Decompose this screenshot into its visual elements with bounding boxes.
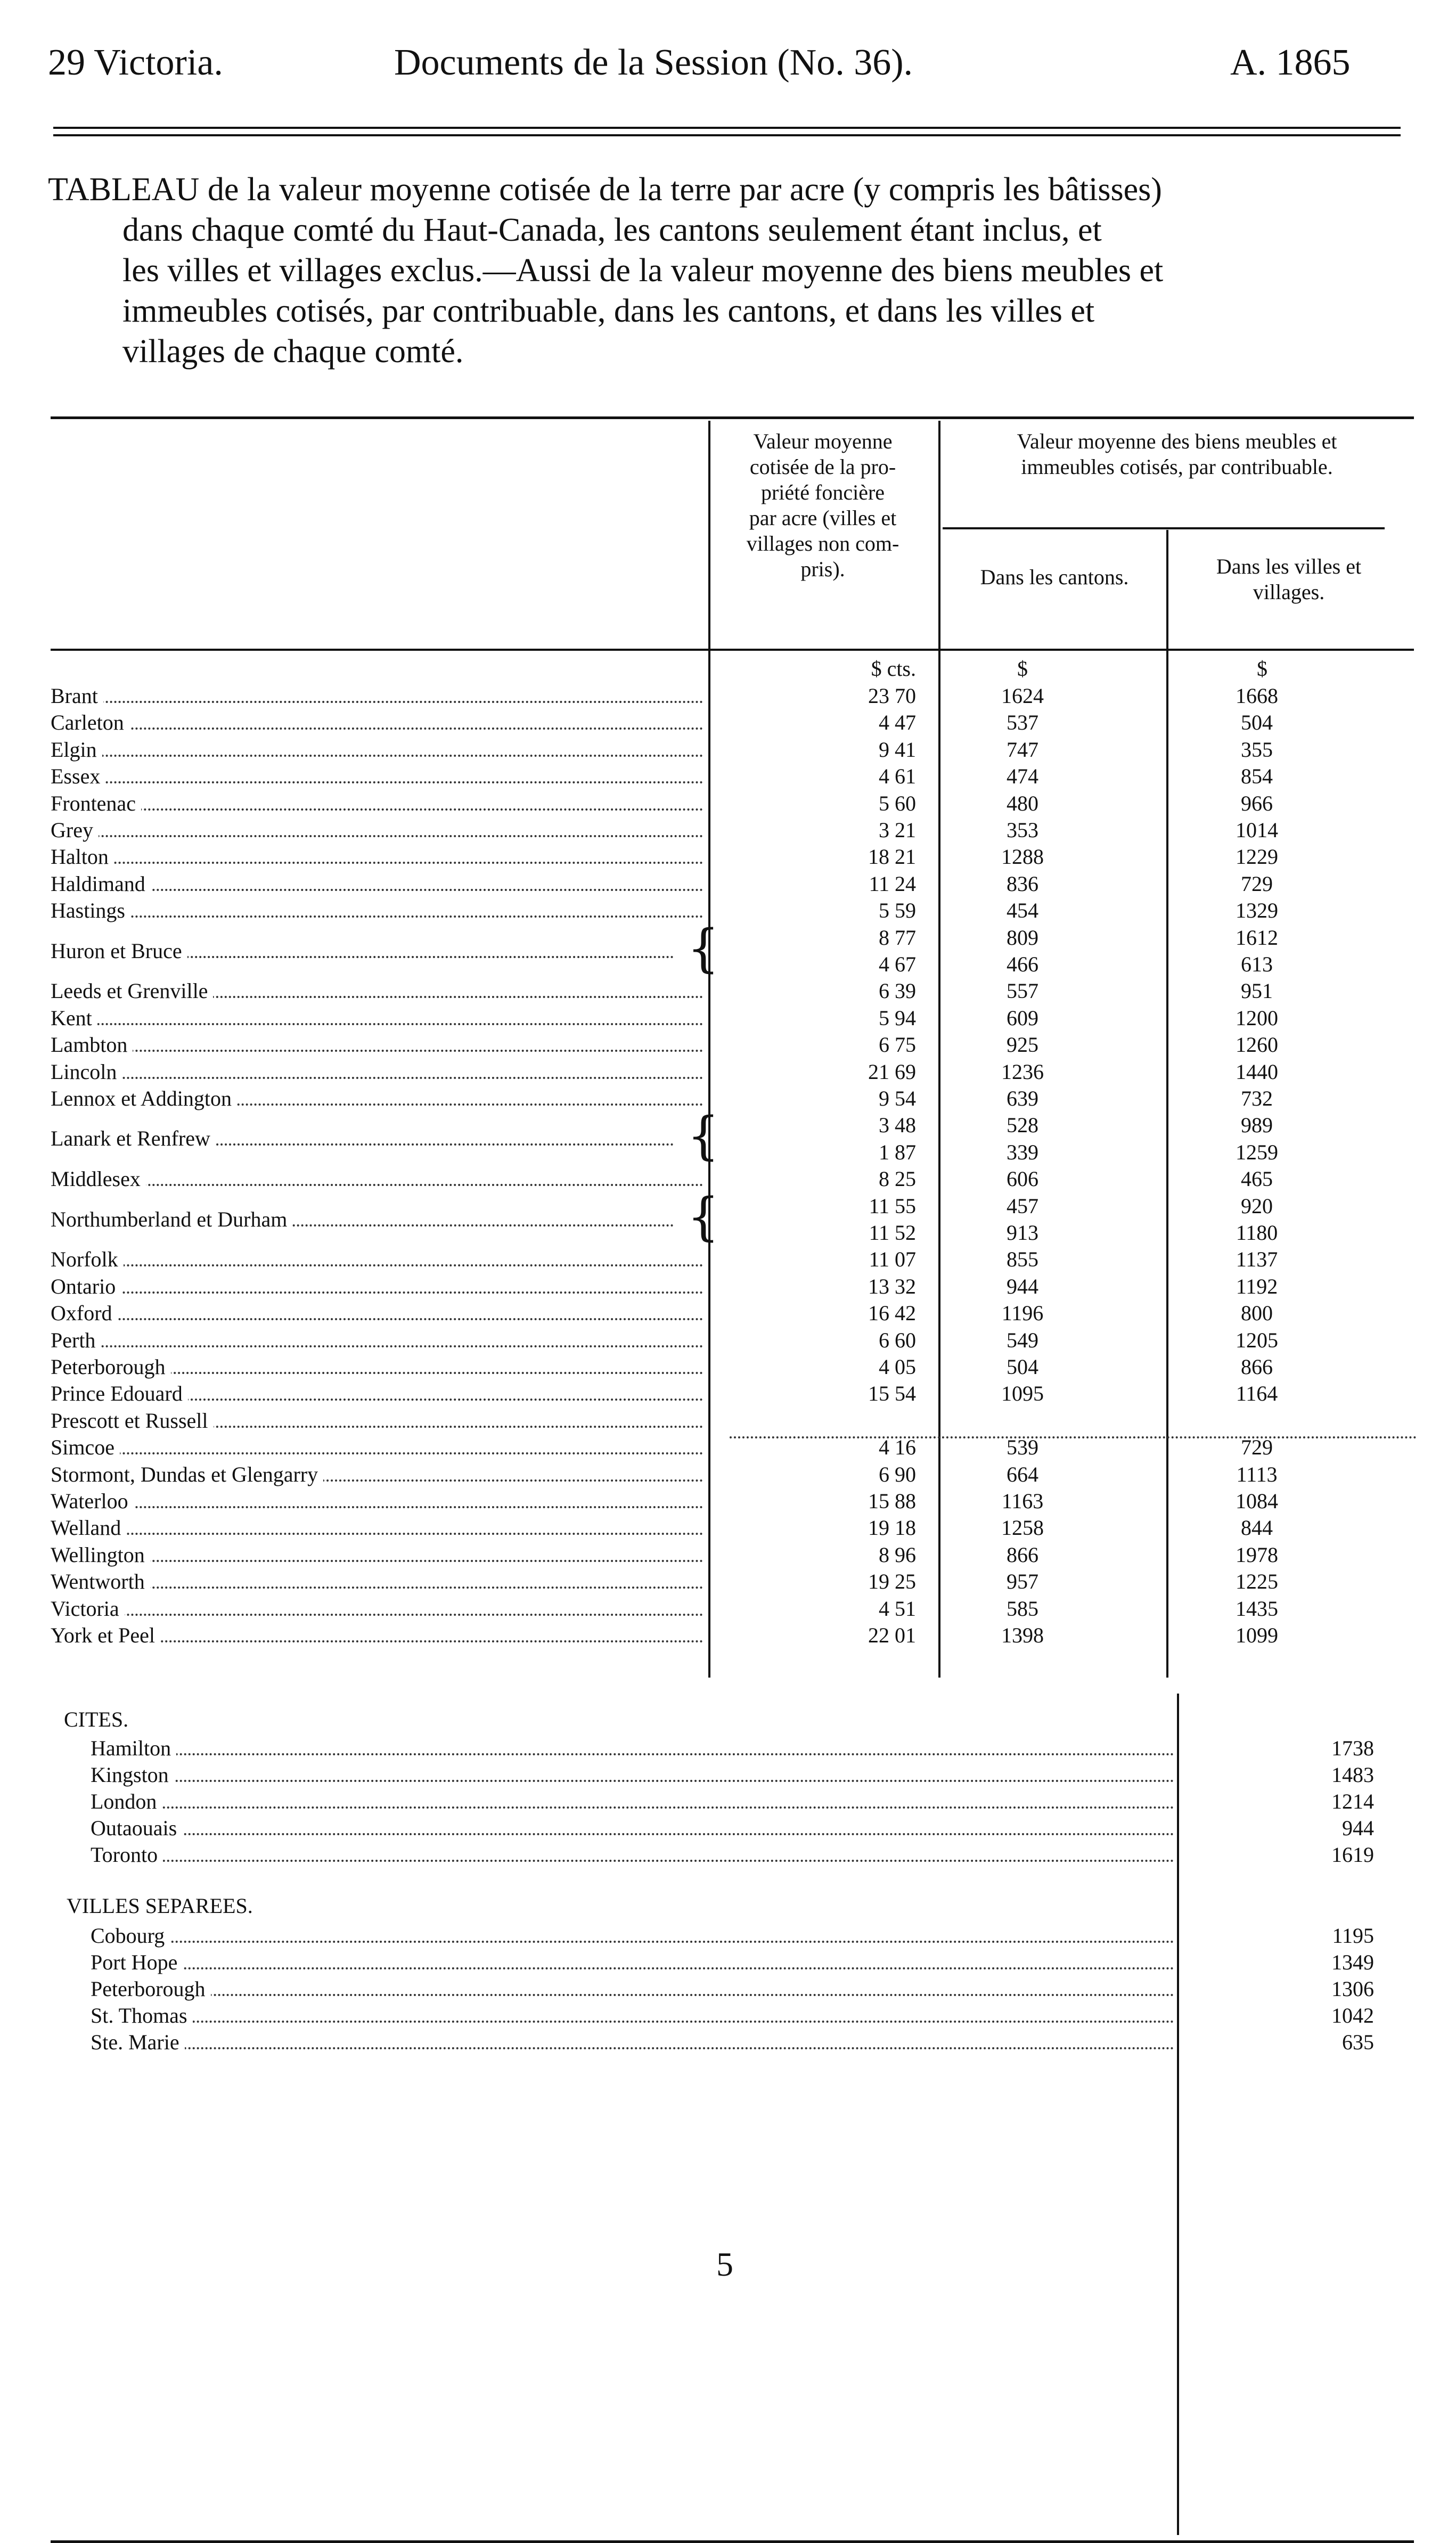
table-row	[51, 844, 1425, 870]
row-value-v1: 11 24	[869, 871, 916, 896]
row-value-v3: 866	[1241, 1355, 1273, 1379]
county-name: Grey	[51, 817, 99, 844]
row-value-v2: 1095	[1001, 1381, 1044, 1406]
row-value-v3: 1259	[1236, 1140, 1278, 1164]
row-value-v2: 1163	[1001, 1489, 1044, 1513]
county-name: Victoria	[51, 1596, 125, 1622]
col1-header-line: villages non com-	[746, 532, 899, 555]
brace-icon: {	[687, 1106, 720, 1166]
row-value-v2: 557	[1007, 979, 1038, 1003]
place-name: Cobourg	[91, 1923, 170, 1949]
row-leader-dots	[51, 1264, 703, 1266]
header-rule-bottom	[53, 134, 1401, 136]
row-value-v2: 809	[1007, 925, 1038, 950]
row-value-v3: 1668	[1236, 684, 1278, 708]
row-value-v3: 613	[1241, 952, 1273, 976]
row-value-v2: 474	[1007, 764, 1038, 789]
row-leader-dots	[51, 701, 703, 703]
place-value: 1619	[1331, 1843, 1374, 1867]
row-leader-dots	[51, 1291, 703, 1294]
county-name: Elgin	[51, 737, 102, 763]
row-value-v2: 957	[1007, 1569, 1038, 1594]
title-line3: les villes et villages exclus.—Aussi de la valeur moyenne des biens meubles et	[122, 252, 1164, 289]
row-value-v3: 951	[1241, 979, 1273, 1003]
row-leader-dots	[51, 808, 703, 811]
place-value: 1306	[1331, 1977, 1374, 2001]
row-value-v1: 23 70	[868, 684, 916, 708]
col1-header-line: priété foncière	[760, 480, 885, 504]
row-leader-dots	[51, 1452, 703, 1454]
place-name: London	[91, 1788, 162, 1815]
col-group-header-line: immeubles cotisés, par contribuable.	[1021, 455, 1333, 479]
county-name: Welland	[51, 1515, 126, 1541]
row-value-v2: 480	[1007, 791, 1038, 815]
county-name: Lanark et Renfrew	[51, 1125, 216, 1152]
row-value-v3: 729	[1241, 871, 1273, 896]
place-name: Peterborough	[91, 1976, 211, 2002]
title-lead: TABLEAU	[48, 171, 200, 208]
row-value-v3: 465	[1241, 1167, 1273, 1191]
title-line5: villages de chaque comté.	[122, 333, 464, 370]
place-name: Hamilton	[91, 1735, 176, 1762]
table-title	[48, 169, 1390, 372]
row-leader-dots	[51, 915, 703, 918]
row-value-v3: 732	[1241, 1086, 1273, 1110]
list-item	[91, 1976, 1417, 2002]
table-row	[51, 1380, 1425, 1407]
row-leader-dots	[91, 1833, 1174, 1835]
row-value-v3: 1229	[1236, 845, 1278, 869]
row-leader-dots	[51, 862, 703, 864]
row-value-v2: 585	[1007, 1596, 1038, 1621]
row-value-v2: 466	[1007, 952, 1038, 976]
row-leader-dots	[91, 1941, 1174, 1943]
col1-header-line: cotisée de la pro-	[749, 455, 896, 479]
table-row	[51, 1032, 1425, 1058]
table-row	[51, 1327, 1425, 1354]
place-value: 1195	[1332, 1924, 1374, 1948]
county-name: Halton	[51, 844, 114, 870]
table-row	[51, 978, 1425, 1004]
table-row	[51, 1596, 1425, 1622]
row-value-v2: 747	[1007, 737, 1038, 762]
row-value-v3: 504	[1241, 710, 1273, 735]
row-value-v2: 549	[1007, 1328, 1038, 1352]
braced-row	[51, 1125, 711, 1152]
row-value-v3: 1205	[1236, 1328, 1278, 1352]
row-value-v1: 6 39	[879, 979, 916, 1003]
place-value: 1042	[1331, 2004, 1374, 2027]
row-leader-dots	[51, 1506, 703, 1508]
row-value-v1: 15 54	[868, 1381, 916, 1406]
row-leader-dots	[91, 1780, 1174, 1782]
row-value-v2: 1258	[1001, 1516, 1044, 1540]
table-row	[51, 1246, 1425, 1273]
row-value-v3: 1440	[1236, 1059, 1278, 1084]
table-row	[51, 737, 1425, 763]
county-name: Huron et Bruce	[51, 938, 187, 964]
table-row	[51, 871, 1425, 897]
table-row	[51, 1273, 1425, 1300]
row-leader-dots	[91, 1967, 1174, 1969]
header-rule-top	[53, 127, 1401, 129]
row-leader-dots	[91, 1806, 1174, 1809]
row-value-v1: 19 18	[868, 1516, 916, 1540]
row-value-v2: 855	[1007, 1247, 1038, 1272]
county-name: York et Peel	[51, 1622, 160, 1649]
row-value-v1: 18 21	[868, 845, 916, 869]
col1-header-line: par acre (villes et	[749, 506, 897, 530]
row-leader-dots	[91, 1994, 1174, 1996]
row-value-v1: 11 55	[869, 1193, 916, 1218]
row-value-v2: 606	[1007, 1167, 1038, 1191]
row-value-v2: 609	[1007, 1005, 1038, 1030]
cites-heading: CITES.	[64, 1707, 129, 1731]
table-row	[51, 1300, 1425, 1327]
row-value-v1: 11 52	[869, 1221, 916, 1245]
row-value-v2: 1288	[1001, 845, 1044, 869]
row-leader-dots	[51, 1050, 703, 1052]
row-value-v3: 355	[1241, 737, 1273, 762]
row-value-v3: 1099	[1236, 1623, 1278, 1647]
row-value-v2: 639	[1007, 1086, 1038, 1110]
col3-header	[1172, 554, 1406, 605]
place-name: Ste. Marie	[91, 2029, 185, 2056]
county-name: Peterborough	[51, 1354, 171, 1380]
row-value-v1: 9 54	[879, 1086, 916, 1110]
row-value-v3: 920	[1241, 1193, 1273, 1218]
row-value-v3: 1612	[1236, 925, 1278, 950]
list-item	[91, 1762, 1417, 1788]
table-row	[51, 1568, 1425, 1595]
page-number: 5	[716, 2245, 733, 2283]
braced-row	[51, 1206, 711, 1233]
county-name: Kent	[51, 1005, 97, 1032]
list-item	[91, 1815, 1417, 1842]
row-leader-dots	[51, 1345, 703, 1347]
row-leader-dots	[91, 2047, 1174, 2049]
row-value-v2: 539	[1007, 1435, 1038, 1460]
row-value-v1: 5 94	[879, 1005, 916, 1030]
row-value-v2: 913	[1007, 1221, 1038, 1245]
county-name: Hastings	[51, 897, 130, 924]
row-value-v1: 19 25	[868, 1569, 916, 1594]
col2-unit: $	[1017, 657, 1028, 681]
county-name: Stormont, Dundas et Glengarry	[51, 1461, 323, 1488]
row-value-v2: 537	[1007, 710, 1038, 735]
row-value-v1: 3 48	[879, 1113, 916, 1138]
list-item	[91, 1788, 1417, 1815]
title-line1: de la valeur moyenne cotisée de la terre par acre (y compris les bâtisses)	[199, 171, 1162, 208]
title-line2: dans chaque comté du Haut-Canada, les cantons seulement étant inclus, et	[122, 212, 1102, 248]
row-value-v1: 3 21	[879, 818, 916, 842]
place-name: Port Hope	[91, 1949, 183, 1976]
row-value-v1: 9 41	[879, 737, 916, 762]
col1-header-line: pris).	[800, 557, 845, 581]
row-value-v2: 457	[1007, 1193, 1038, 1218]
row-leader-dots	[51, 755, 703, 757]
place-name: Kingston	[91, 1762, 174, 1788]
col-group-divider	[943, 527, 1385, 529]
row-value-v3: 1200	[1236, 1005, 1278, 1030]
villes-heading: VILLES SEPAREES.	[67, 1894, 253, 1918]
county-name: Oxford	[51, 1300, 118, 1327]
row-value-v1: 4 05	[879, 1355, 916, 1379]
table-row	[51, 1488, 1425, 1515]
row-value-v3: 1137	[1236, 1247, 1278, 1272]
county-name: Frontenac	[51, 790, 141, 817]
county-name: Perth	[51, 1327, 101, 1354]
row-leader-dots	[91, 1860, 1174, 1862]
list-item	[91, 1735, 1417, 1762]
county-name: Leeds et Grenville	[51, 978, 213, 1004]
row-value-v3: 729	[1241, 1435, 1273, 1460]
county-name: Prescott et Russell	[51, 1408, 214, 1434]
county-name: Norfolk	[51, 1246, 124, 1273]
row-leader-dots	[91, 1753, 1174, 1755]
row-leader-dots	[51, 781, 703, 783]
county-name: Haldimand	[51, 871, 151, 897]
table-row	[51, 1085, 1425, 1112]
row-value-v3: 1113	[1236, 1462, 1278, 1486]
braced-row	[51, 938, 711, 964]
county-name: Prince Edouard	[51, 1380, 188, 1407]
row-value-v2: 1236	[1001, 1059, 1044, 1084]
table-row	[51, 1408, 1425, 1434]
row-leader-dots	[91, 2021, 1174, 2023]
place-value: 944	[1342, 1816, 1374, 1840]
row-value-v2: 866	[1007, 1542, 1038, 1567]
row-value-v1: 4 67	[879, 952, 916, 976]
row-value-v2: 1624	[1001, 684, 1044, 708]
row-value-v3: 1180	[1236, 1221, 1278, 1245]
col2-header-line: Dans les cantons.	[980, 565, 1129, 589]
row-leader-dots	[51, 1184, 703, 1186]
county-name: Northumberland et Durham	[51, 1206, 292, 1233]
row-value-v2: 353	[1007, 818, 1038, 842]
row-value-v2: 836	[1007, 871, 1038, 896]
county-name: Wellington	[51, 1542, 150, 1568]
row-value-v1: 15 88	[868, 1489, 916, 1513]
row-leader-dots	[51, 1077, 703, 1079]
header-left: 29 Victoria.	[48, 42, 223, 83]
row-value-v1: 4 61	[879, 764, 916, 789]
row-value-v1: 8 25	[879, 1167, 916, 1191]
row-value-v1: 21 69	[868, 1059, 916, 1084]
row-value-v1: 8 96	[879, 1542, 916, 1567]
row-value-v3: 1014	[1236, 818, 1278, 842]
row-value-v3: 1192	[1236, 1274, 1278, 1298]
row-value-v1: 13 32	[868, 1274, 916, 1298]
row-value-v3: 1084	[1236, 1489, 1278, 1513]
row-value-v3: 800	[1241, 1301, 1273, 1326]
county-name: Lincoln	[51, 1059, 122, 1085]
row-value-v3: 844	[1241, 1516, 1273, 1540]
header-bottom-rule	[51, 649, 1414, 651]
row-value-v2: 1398	[1001, 1623, 1044, 1647]
row-value-v3: 1435	[1236, 1596, 1278, 1621]
header-center: Documents de la Session (No. 36).	[394, 42, 913, 83]
prescott-dot-fill	[730, 1436, 1417, 1438]
place-value: 635	[1342, 2030, 1374, 2054]
col-group-header-line: Valeur moyenne des biens meubles et	[1017, 429, 1337, 453]
row-value-v1: 4 16	[879, 1435, 916, 1460]
row-leader-dots	[51, 1023, 703, 1025]
county-name: Essex	[51, 763, 105, 790]
place-value: 1483	[1331, 1763, 1374, 1787]
list-item	[91, 1842, 1417, 1868]
row-value-v2: 528	[1007, 1113, 1038, 1138]
row-value-v2: 664	[1007, 1462, 1038, 1486]
brace-icon: {	[687, 1187, 720, 1247]
row-leader-dots	[51, 727, 703, 730]
table-row	[51, 683, 1425, 709]
row-value-v3: 966	[1241, 791, 1273, 815]
row-value-v1: 1 87	[879, 1140, 916, 1164]
row-leader-dots	[51, 835, 703, 837]
county-name: Simcoe	[51, 1434, 120, 1461]
row-value-v1: 6 60	[879, 1328, 916, 1352]
place-value: 1738	[1331, 1736, 1374, 1760]
header-right: A. 1865	[1230, 42, 1351, 83]
col1-header	[711, 429, 935, 582]
row-value-v3: 989	[1241, 1113, 1273, 1138]
place-value: 1214	[1331, 1789, 1374, 1813]
table-row	[51, 1005, 1425, 1032]
table-row	[51, 897, 1425, 924]
row-value-v3: 1164	[1236, 1381, 1278, 1406]
table-row	[51, 790, 1425, 817]
col-group-header	[943, 429, 1411, 480]
row-leader-dots	[51, 1614, 703, 1616]
table-row	[51, 763, 1425, 790]
county-name: Lennox et Addington	[51, 1085, 237, 1112]
row-leader-dots	[51, 1318, 703, 1320]
table-row	[51, 1354, 1425, 1380]
row-value-v1: 11 07	[869, 1247, 916, 1272]
table-row	[51, 1622, 1425, 1649]
county-name: Brant	[51, 683, 103, 709]
col1-unit: $ cts.	[871, 657, 916, 681]
row-value-v2: 944	[1007, 1274, 1038, 1298]
row-value-v1: 22 01	[868, 1623, 916, 1647]
row-value-v3: 1329	[1236, 898, 1278, 923]
col3-header-line: Dans les villes et	[1216, 554, 1362, 578]
table-row	[51, 817, 1425, 844]
row-value-v1: 5 60	[879, 791, 916, 815]
row-value-v2: 1196	[1001, 1301, 1044, 1326]
county-name: Carleton	[51, 709, 129, 736]
list-item	[91, 2029, 1417, 2056]
row-value-v1: 6 75	[879, 1033, 916, 1057]
col3-header-line: villages.	[1253, 580, 1325, 604]
row-value-v3: 1260	[1236, 1033, 1278, 1057]
county-name: Middlesex	[51, 1166, 146, 1192]
table-top-rule	[51, 416, 1414, 419]
row-value-v2: 504	[1007, 1355, 1038, 1379]
place-name: St. Thomas	[91, 2002, 193, 2029]
row-value-v1: 16 42	[868, 1301, 916, 1326]
row-value-v1: 6 90	[879, 1462, 916, 1486]
col1-header-line: Valeur moyenne	[753, 429, 893, 453]
title-line4: immeubles cotisés, par contribuable, dans les cantons, et dans les villes et	[122, 293, 1095, 329]
row-value-v3: 1225	[1236, 1569, 1278, 1594]
list-item	[91, 1949, 1417, 1976]
row-value-v3: 854	[1241, 764, 1273, 789]
row-value-v1: 5 59	[879, 898, 916, 923]
row-value-v3: 1978	[1236, 1542, 1278, 1567]
row-value-v1: 8 77	[879, 925, 916, 950]
col2-header	[943, 565, 1166, 590]
county-name: Lambton	[51, 1032, 133, 1058]
brace-icon: {	[687, 918, 720, 978]
table-row	[51, 709, 1425, 736]
col3-unit: $	[1257, 657, 1267, 681]
table-bottom-rule	[51, 2540, 1414, 2543]
place-name: Outaouais	[91, 1815, 182, 1842]
table-row	[51, 1461, 1425, 1488]
row-value-v2: 454	[1007, 898, 1038, 923]
place-value: 1349	[1331, 1950, 1374, 1974]
row-value-v1: 4 47	[879, 710, 916, 735]
table-row	[51, 1166, 1425, 1192]
row-leader-dots	[51, 1533, 703, 1535]
table-row	[51, 1059, 1425, 1085]
row-value-v2: 339	[1007, 1140, 1038, 1164]
county-name: Wentworth	[51, 1568, 150, 1595]
table-row	[51, 1542, 1425, 1568]
place-name: Toronto	[91, 1842, 163, 1868]
row-value-v2: 925	[1007, 1033, 1038, 1057]
table-row	[51, 1515, 1425, 1541]
county-name: Waterloo	[51, 1488, 134, 1515]
row-value-v1: 4 51	[879, 1596, 916, 1621]
county-name: Ontario	[51, 1273, 121, 1300]
list-item	[91, 1923, 1417, 1949]
list-item	[91, 2002, 1417, 2029]
